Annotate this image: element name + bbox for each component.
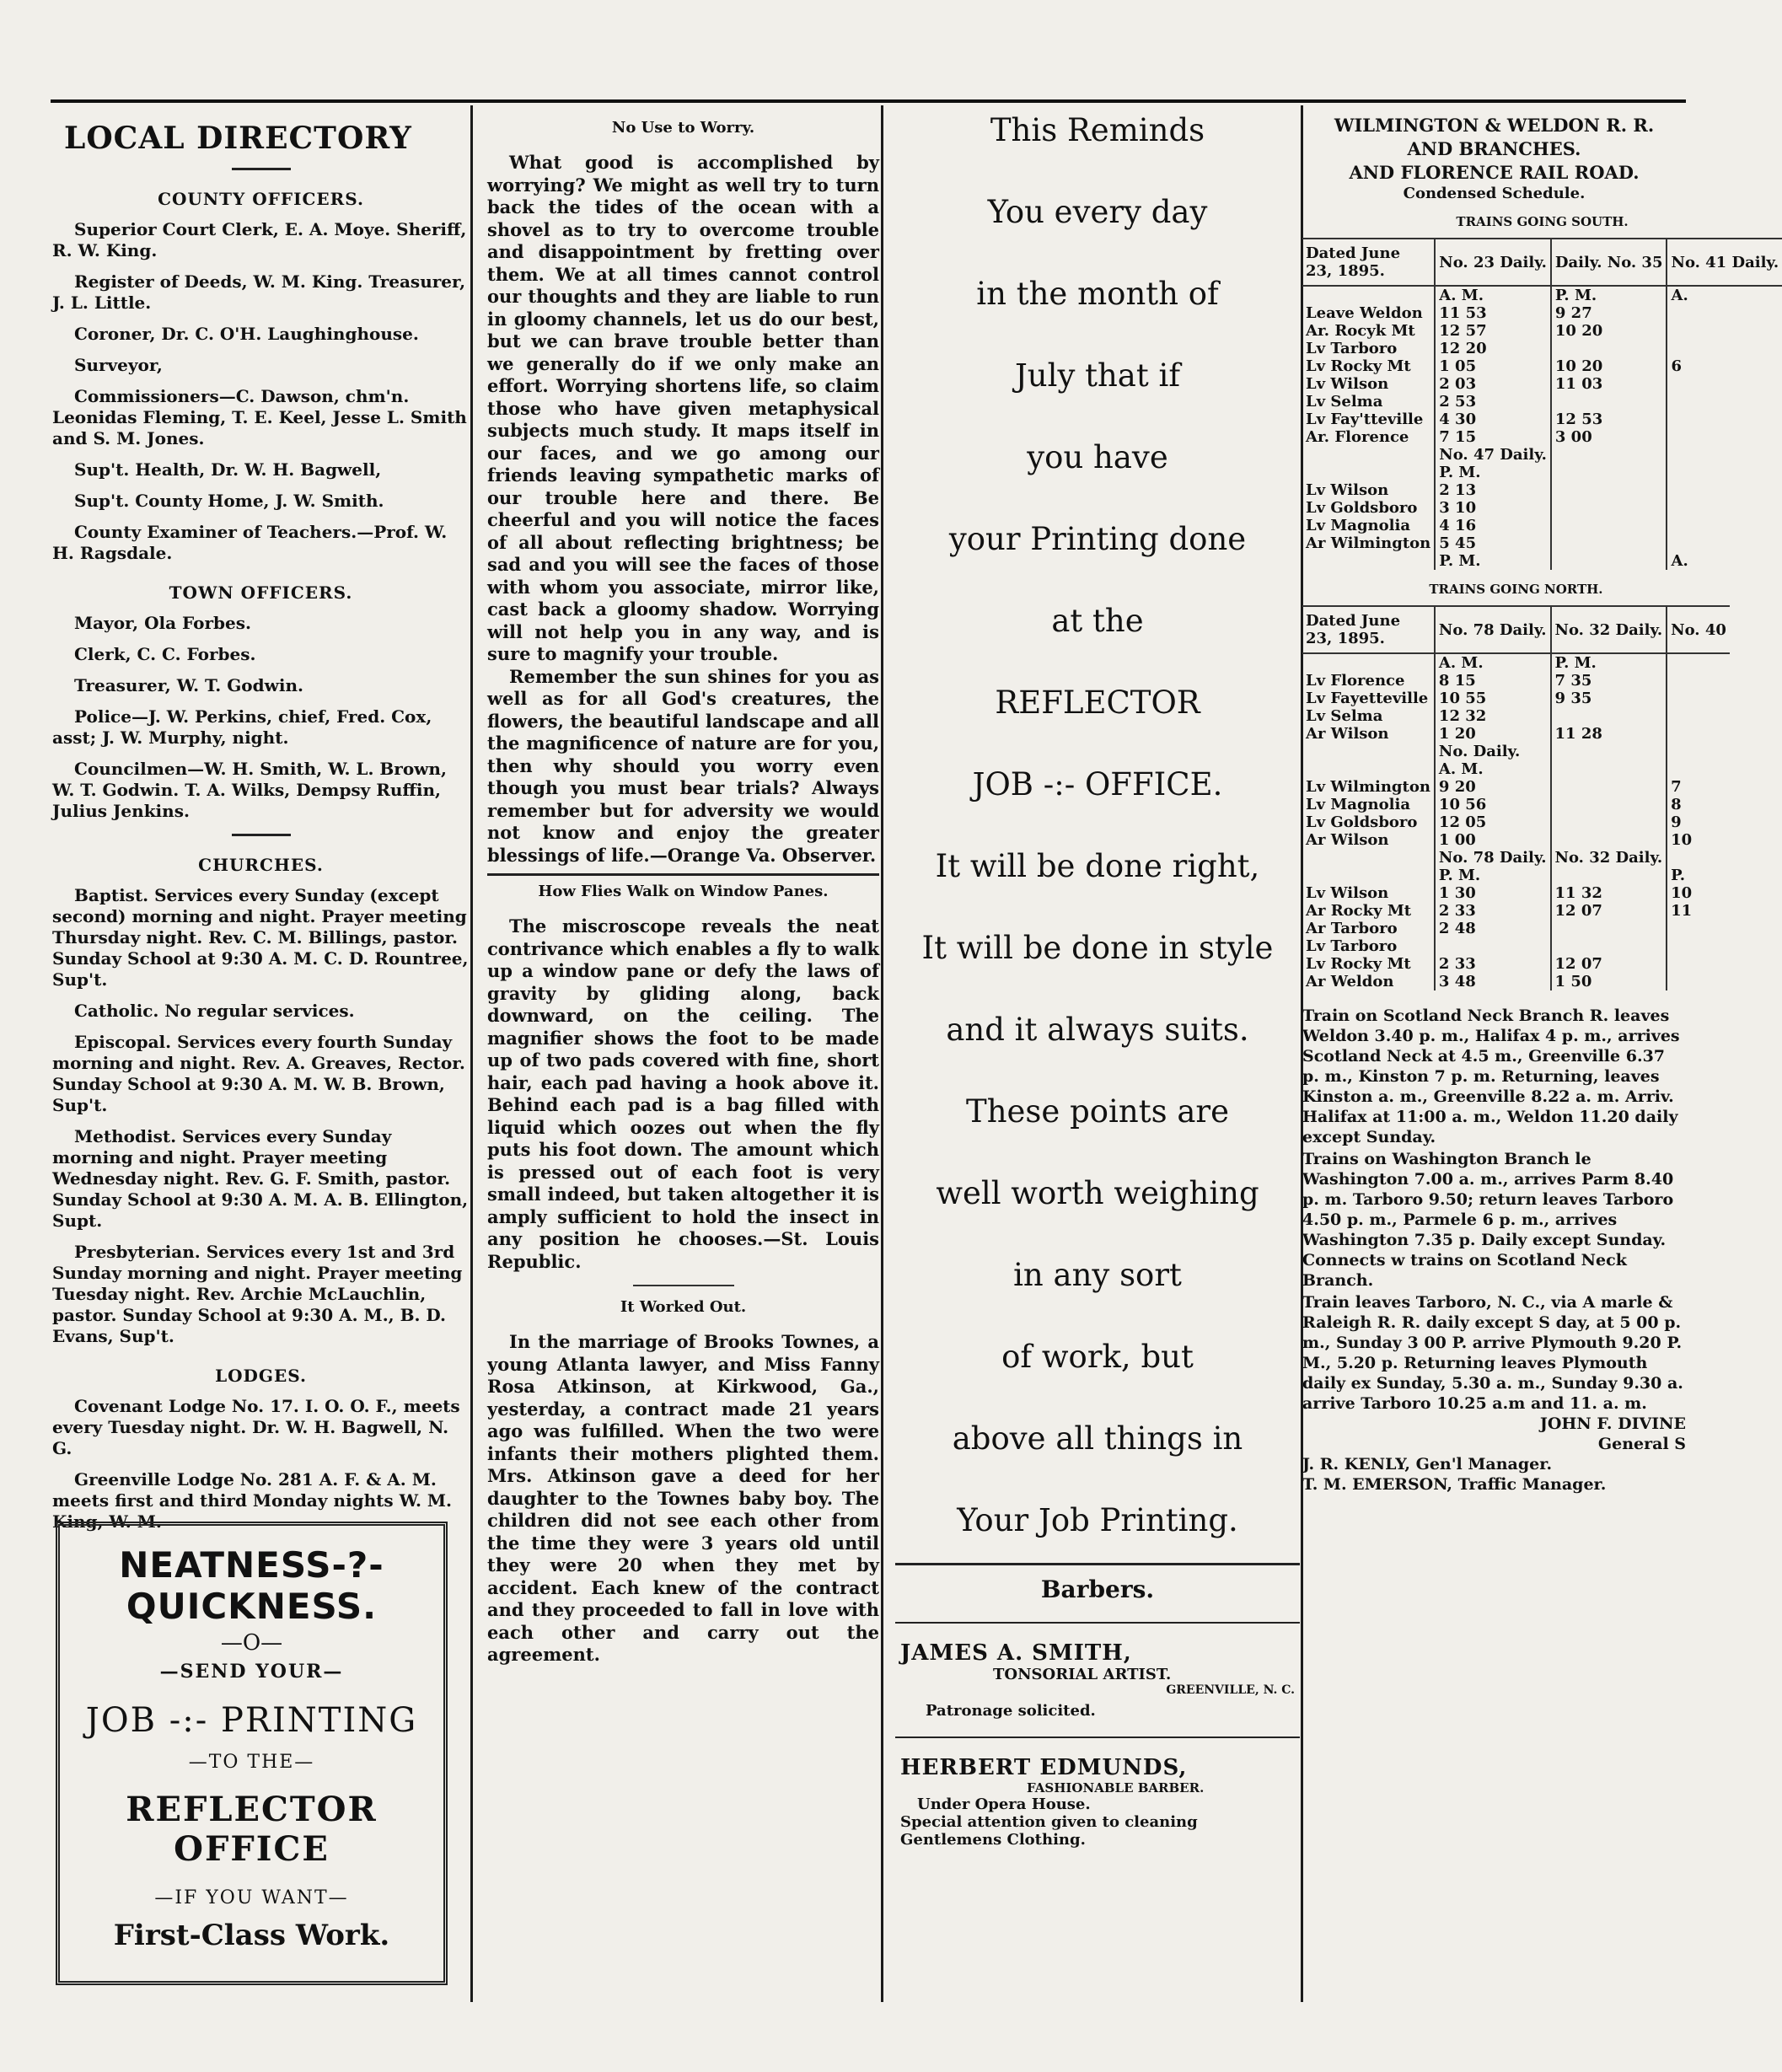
article-body-worry-2: Remember the sun shines for you as well as for all God's creatures, the flowers, the beautiful landscape and all the magnificence of nature are for you, then why should you worry even though you must bear trials? Always remember but for adversity we would not know and enjoy the greater blessings of life.—Orange Va. Observer. — [487, 665, 879, 866]
barber-edmunds-title: FASHIONABLE BARBER. — [1027, 1780, 1205, 1796]
time-cell — [1551, 552, 1667, 570]
signature-divine: JOHN F. DIVINE — [1539, 1414, 1686, 1433]
schedule-row — [1302, 920, 1730, 937]
schedule-row — [1302, 499, 1782, 517]
time-cell: 7 15 — [1435, 428, 1551, 446]
town-officers-heading: TOWN OFFICERS. — [169, 582, 353, 603]
divider — [232, 168, 291, 170]
schedule-row — [1302, 867, 1730, 884]
time-cell — [1667, 955, 1730, 973]
reminder-line: and it always suits. — [946, 1012, 1249, 1048]
time-cell — [1551, 937, 1667, 955]
time-cell — [1551, 517, 1667, 534]
time-cell: 6 — [1667, 357, 1782, 375]
time-cell — [1667, 322, 1782, 340]
station-cell: Lv Goldsboro — [1306, 499, 1418, 517]
schedule-row — [1302, 464, 1782, 481]
railroad-title-3: AND FLORENCE RAIL ROAD. — [1349, 162, 1640, 183]
time-cell: 12 32 — [1435, 707, 1551, 725]
time-cell: 1 00 — [1435, 831, 1551, 849]
time-cell — [1667, 937, 1730, 955]
col-header: No. 41 Daily. — [1667, 239, 1782, 286]
schedule-row — [1302, 849, 1730, 867]
schedule-row — [1302, 707, 1730, 725]
schedule-row — [1302, 411, 1782, 428]
church-entry: Baptist. Services every Sunday (except second) morning and night. Prayer meeting Thursday night. Rev. C. M. Billings, pastor. Sunday School at 9:30 A. M. C. D. Rountree, Sup't. — [52, 885, 469, 990]
lodge-entry: Greenville Lodge No. 281 A. F. & A. M. meets first and third Monday nights W. M. King, W. M. — [52, 1469, 452, 1532]
reminder-line: It will be done in style — [921, 930, 1274, 966]
schedule-row — [1302, 796, 1730, 813]
station-cell: Lv Rocky Mt — [1306, 955, 1411, 973]
article-title-worked: It Worked Out. — [620, 1298, 747, 1316]
station-cell: Lv Wilson — [1306, 481, 1389, 499]
schedule-row — [1302, 831, 1730, 849]
time-cell: 8 — [1667, 796, 1730, 813]
reminder-line: in any sort — [1013, 1257, 1182, 1293]
station-cell: Lv Rocky Mt — [1306, 357, 1411, 375]
barber-smith-listing — [895, 1632, 1300, 1728]
station-cell: Lv Tarboro — [1306, 340, 1398, 357]
time-cell — [1551, 499, 1667, 517]
barber-smith-name: JAMES A. SMITH, — [900, 1640, 1132, 1666]
directory-title: LOCAL DIRECTORY — [64, 121, 412, 156]
church-entry: Presbyterian. Services every 1st and 3rd Sunday morning and night. Prayer meeting Tuesday night. Rev. Archie McLauchlin, pastor. Sunday School at 9:30 A. M., B. D. Evans, Sup't. — [52, 1242, 463, 1346]
schedule-row — [1302, 973, 1730, 990]
reminder-line: It will be done right, — [935, 848, 1260, 884]
divider — [487, 873, 879, 876]
schedule-row — [1302, 286, 1782, 304]
barber-smith-town: GREENVILLE, N. C. — [1166, 1683, 1295, 1697]
time-cell — [1667, 375, 1782, 393]
time-cell — [1667, 534, 1782, 552]
north-heading: TRAINS GOING NORTH. — [1429, 582, 1603, 597]
article-title-flies: How Flies Walk on Window Panes. — [538, 883, 829, 900]
col-header: No. 32 Daily. — [1551, 606, 1667, 653]
signature-emerson: T. M. EMERSON, Traffic Manager. — [1302, 1475, 1607, 1494]
schedule-row — [1302, 813, 1730, 831]
town-officer-entry: Treasurer, W. T. Godwin. — [74, 675, 303, 695]
schedule-row — [1302, 743, 1730, 760]
station-cell: Ar. Florence — [1306, 428, 1409, 446]
lodges-heading: LODGES. — [215, 1366, 307, 1386]
time-cell — [1551, 481, 1667, 499]
time-cell: 11 53 — [1435, 304, 1551, 322]
time-cell: P. M. — [1551, 653, 1667, 672]
churches-heading: CHURCHES. — [198, 855, 324, 875]
ad-job-printing: JOB -:- PRINTING — [85, 1701, 418, 1740]
washington-branch-note: Trains on Washington Branch le Washington 7.00 a. m., arrives Parm 8.40 p. m. Tarboro 9.50; return leaves Tarboro 4.50 p. m., Parmele 6 p. m., arrives Washington 7.35 p. Daily except Sunday. Connects w trains on Scotland Neck Branch. — [1302, 1150, 1674, 1290]
railroad-title-2: AND BRANCHES. — [1407, 138, 1581, 159]
time-cell: 12 20 — [1435, 340, 1551, 357]
time-cell: 10 56 — [1435, 796, 1551, 813]
reflector-reminder-ad — [895, 114, 1300, 1538]
barber-edmunds-name: HERBERT EDMUNDS, — [900, 1755, 1188, 1780]
reminder-line: JOB -:- OFFICE. — [972, 766, 1223, 802]
time-cell: 2 33 — [1435, 955, 1551, 973]
schedule-row — [1302, 393, 1782, 411]
time-cell: 9 27 — [1551, 304, 1667, 322]
time-cell: 1 20 — [1435, 725, 1551, 743]
station-cell: Ar Wilmington — [1306, 534, 1431, 552]
signature-title: General S — [1597, 1435, 1686, 1453]
barber-edmunds-listing — [895, 1747, 1300, 1857]
scotland-neck-branch-note: Train on Scotland Neck Branch R. leaves Weldon 3.40 p. m., Halifax 4 p. m., arrives Scotland Neck at 4.5 m., Greenville 6.37 p. m., Kinston 7 p. m. Returning, leaves Kinston a. m., Greenville 8.22 a. m. Arriv. Halifax at 11:00 a. m., Weldon 11.20 daily except Sunday. — [1302, 1006, 1680, 1146]
time-cell — [1667, 428, 1782, 446]
time-cell: P. — [1667, 867, 1730, 884]
column-rule-2 — [881, 105, 883, 2002]
time-cell: 12 07 — [1551, 955, 1667, 973]
railroad-schedule-column — [1302, 114, 1779, 1495]
reminder-line: in the month of — [976, 276, 1219, 312]
time-cell: 7 35 — [1551, 672, 1667, 690]
station-cell: Lv Tarboro — [1306, 937, 1398, 955]
schedule-row — [1302, 955, 1730, 973]
time-cell — [1667, 481, 1782, 499]
schedule-south-table — [1302, 202, 1782, 570]
county-officer-entry: Superior Court Clerk, E. A. Moye. Sheriff, R. W. King. — [52, 219, 467, 260]
time-cell — [1667, 517, 1782, 534]
time-cell: P. M. — [1435, 867, 1551, 884]
barber-smith-note: Patronage solicited. — [926, 1702, 1096, 1720]
time-cell: 10 20 — [1551, 357, 1667, 375]
time-cell — [1551, 446, 1667, 464]
time-cell: 3 48 — [1435, 973, 1551, 990]
station-cell — [1302, 446, 1435, 464]
barber-edmunds-location: Under Opera House. — [917, 1796, 1091, 1813]
station-cell: Lv Wilmington — [1306, 778, 1430, 796]
county-officer-entry: Register of Deeds, W. M. King. Treasurer, J. L. Little. — [52, 271, 466, 313]
time-cell: 4 30 — [1435, 411, 1551, 428]
town-officer-entry: Councilmen—W. H. Smith, W. L. Brown, W. T. Godwin. T. A. Wilks, Dempsy Ruffin, Julius Jenkins. — [52, 759, 447, 821]
time-cell: 1 30 — [1435, 884, 1551, 902]
time-cell — [1551, 867, 1667, 884]
reminder-line: well worth weighing — [936, 1175, 1259, 1211]
town-officers-list — [52, 613, 470, 822]
time-cell — [1667, 973, 1730, 990]
col-header: Daily. No. 35 — [1551, 239, 1667, 286]
schedule-row — [1302, 552, 1782, 570]
time-cell — [1667, 725, 1730, 743]
ad-to-the: —TO THE— — [188, 1752, 315, 1773]
reflector-ad-column — [895, 114, 1300, 1857]
time-cell: A. M. — [1435, 286, 1551, 304]
station-cell: Lv Magnolia — [1306, 517, 1410, 534]
ad-send-your: —SEND YOUR— — [159, 1661, 344, 1683]
reminder-line: Your Job Printing. — [957, 1502, 1238, 1538]
town-officer-entry: Clerk, C. C. Forbes. — [74, 644, 256, 664]
time-cell: 7 — [1667, 778, 1730, 796]
time-cell: 2 48 — [1435, 920, 1551, 937]
station-cell: Lv Fayetteville — [1306, 690, 1429, 707]
time-cell — [1667, 743, 1730, 760]
time-cell: 10 — [1667, 884, 1730, 902]
time-cell: P. M. — [1551, 286, 1667, 304]
time-cell: 3 00 — [1551, 428, 1667, 446]
divider — [633, 1285, 734, 1286]
time-cell: 2 03 — [1435, 375, 1551, 393]
time-cell — [1551, 778, 1667, 796]
time-cell — [1551, 534, 1667, 552]
time-cell: A. — [1667, 552, 1782, 570]
reminder-line: This Reminds — [990, 112, 1205, 148]
time-cell: P. M. — [1435, 464, 1551, 481]
time-cell — [1667, 464, 1782, 481]
time-cell: 11 03 — [1551, 375, 1667, 393]
time-cell: No. 47 Daily. — [1435, 446, 1551, 464]
articles-column — [487, 114, 879, 1667]
reminder-line: at the — [1051, 603, 1144, 639]
schedule-row — [1302, 357, 1782, 375]
schedule-row — [1302, 517, 1782, 534]
time-cell: 1 05 — [1435, 357, 1551, 375]
time-cell — [1667, 707, 1730, 725]
time-cell — [1667, 920, 1730, 937]
time-cell: 2 33 — [1435, 902, 1551, 920]
station-cell: Lv Selma — [1306, 707, 1383, 725]
station-cell — [1302, 552, 1435, 570]
county-officer-entry: Sup't. County Home, J. W. Smith. — [74, 491, 384, 511]
article-body-flies: The miscroscope reveals the neat contrivance which enables a fly to walk up a window pane or defy the laws of gravity by gliding along, back downward, on the ceiling. The magnifier shows the foot to be made up of two pads covered with fine, short hair, each pad having a hook above it. Behind each pad is a bag filled with liquid which oozes out when the fly puts his foot down. The amount which is pressed out of each foot is very small indeed, but taken altogether it is amply sufficient to hold the insect in any position he chooses.—St. Louis Republic. — [487, 915, 879, 1272]
col-header: No. 78 Daily. — [1435, 606, 1551, 653]
station-cell: Lv Goldsboro — [1306, 813, 1418, 831]
divider — [895, 1622, 1300, 1624]
station-cell — [1302, 653, 1435, 672]
schedule-row — [1302, 304, 1782, 322]
schedule-row — [1302, 340, 1782, 357]
ad-ornament: —O— — [220, 1630, 283, 1656]
barbers-heading: Barbers. — [1040, 1575, 1155, 1603]
ad-headline: NEATNESS-?-QUICKNESS. — [119, 1544, 384, 1627]
time-cell — [1551, 831, 1667, 849]
time-cell: 12 57 — [1435, 322, 1551, 340]
col-header: No. 23 Daily. — [1435, 239, 1551, 286]
column-rule-1 — [470, 105, 473, 2002]
time-cell: 2 53 — [1435, 393, 1551, 411]
reminder-line: July that if — [1014, 357, 1181, 394]
time-cell — [1667, 411, 1782, 428]
time-cell: 8 15 — [1435, 672, 1551, 690]
station-cell: Ar Tarboro — [1306, 920, 1398, 937]
local-directory-column — [52, 114, 470, 1952]
schedule-row — [1302, 902, 1730, 920]
time-cell: A. M. — [1435, 653, 1551, 672]
station-cell: Lv Wilson — [1306, 884, 1389, 902]
job-printing-ad — [56, 1522, 448, 1985]
col-header: No. 40 — [1667, 606, 1730, 653]
station-cell: Leave Weldon — [1306, 304, 1423, 322]
schedule-row — [1302, 322, 1782, 340]
time-cell — [1667, 499, 1782, 517]
time-cell — [1551, 464, 1667, 481]
schedule-row — [1302, 375, 1782, 393]
church-entry: Catholic. No regular services. — [74, 1001, 355, 1021]
time-cell — [1667, 340, 1782, 357]
reminder-line: you have — [1027, 439, 1168, 475]
time-cell: 11 — [1667, 902, 1730, 920]
time-cell: 9 20 — [1435, 778, 1551, 796]
time-cell: No. Daily. — [1435, 743, 1551, 760]
divider — [895, 1563, 1300, 1565]
time-cell — [1551, 393, 1667, 411]
time-cell: A. — [1667, 286, 1782, 304]
signature-kenly: J. R. KENLY, Gen'l Manager. — [1302, 1455, 1553, 1473]
time-cell — [1667, 393, 1782, 411]
station-cell: Ar Wilson — [1306, 831, 1389, 849]
station-cell — [1302, 867, 1435, 884]
station-cell — [1302, 464, 1435, 481]
county-officers-heading: COUNTY OFFICERS. — [158, 189, 364, 209]
station-cell: Lv Wilson — [1306, 375, 1389, 393]
schedule-row — [1302, 725, 1730, 743]
schedule-row — [1302, 672, 1730, 690]
time-cell: 1 50 — [1551, 973, 1667, 990]
time-cell: 12 05 — [1435, 813, 1551, 831]
dated-label: Dated June 23, 1895. — [1302, 239, 1435, 286]
dated-label: Dated June 23, 1895. — [1302, 606, 1435, 653]
schedule-row — [1302, 690, 1730, 707]
time-cell — [1551, 340, 1667, 357]
time-cell — [1667, 760, 1730, 778]
time-cell: No. 32 Daily. — [1551, 849, 1667, 867]
time-cell — [1551, 813, 1667, 831]
article-body-worked: In the marriage of Brooks Townes, a young Atlanta lawyer, and Miss Fanny Rosa Atkinson, at Kirkwood, Ga., yesterday, a contract made 21 years ago was fulfilled. When the two were infants their mothers plighted them. Mrs. Atkinson gave a deed for her daughter to the Townes baby boy. The children did not see each other from the time they were 3 years old until they were 20 when they met by accident. Each knew of the contract and they proceeded to fall in love with each other and carry out the agreement. — [487, 1331, 879, 1665]
time-cell: 3 10 — [1435, 499, 1551, 517]
church-entry: Episcopal. Services every fourth Sunday morning and night. Rev. A. Greaves, Rector. Sunday School at 9:30 A. M. W. B. Brown, Sup't. — [52, 1032, 465, 1115]
ad-first-class-work: First-Class Work. — [113, 1919, 390, 1952]
church-entry: Methodist. Services every Sunday morning and night. Prayer meeting Wednesday night. Rev. G. F. Smith, pastor. Sunday School at 9:30 A. M. A. B. Ellington, Supt. — [52, 1126, 469, 1231]
town-officer-entry: Mayor, Ola Forbes. — [74, 613, 251, 633]
time-cell — [1551, 920, 1667, 937]
schedule-row — [1302, 428, 1782, 446]
station-cell: Lv Florence — [1306, 672, 1405, 690]
station-cell — [1302, 760, 1435, 778]
article-title-worry: No Use to Worry. — [611, 119, 755, 137]
ad-reflector-office: REFLECTOR OFFICE — [126, 1790, 378, 1869]
time-cell: 4 16 — [1435, 517, 1551, 534]
railroad-subtitle: Condensed Schedule. — [1403, 185, 1586, 202]
station-cell: Lv Fay'tteville — [1306, 411, 1424, 428]
divider — [232, 834, 291, 836]
south-heading: TRAINS GOING SOUTH. — [1456, 214, 1629, 229]
barber-smith-title: TONSORIAL ARTIST. — [993, 1666, 1172, 1683]
time-cell — [1551, 707, 1667, 725]
time-cell — [1551, 743, 1667, 760]
lodge-entry: Covenant Lodge No. 17. I. O. O. F., meets every Tuesday night. Dr. W. H. Bagwell, N. G. — [52, 1396, 460, 1458]
time-cell: 9 35 — [1551, 690, 1667, 707]
county-officer-entry: Coroner, Dr. C. O'H. Laughinghouse. — [74, 324, 419, 344]
barber-edmunds-note: Special attention given to cleaning Gentlemens Clothing. — [900, 1813, 1198, 1849]
ad-if-you-want: —IF YOU WANT— — [154, 1887, 349, 1908]
station-cell — [1302, 286, 1435, 304]
time-cell: 2 13 — [1435, 481, 1551, 499]
time-cell: No. 78 Daily. — [1435, 849, 1551, 867]
time-cell: 11 32 — [1551, 884, 1667, 902]
time-cell — [1551, 796, 1667, 813]
schedule-row — [1302, 760, 1730, 778]
churches-list — [52, 885, 470, 1347]
time-cell — [1667, 446, 1782, 464]
reminder-line: of work, but — [1001, 1339, 1194, 1375]
schedule-row — [1302, 446, 1782, 464]
reminder-line: REFLECTOR — [995, 684, 1200, 721]
reminder-line: You every day — [987, 194, 1208, 230]
time-cell: A. M. — [1435, 760, 1551, 778]
lodges-list — [52, 1396, 470, 1533]
time-cell: 10 55 — [1435, 690, 1551, 707]
time-cell — [1667, 672, 1730, 690]
divider — [895, 1737, 1300, 1738]
time-cell: 12 07 — [1551, 902, 1667, 920]
schedule-row — [1302, 778, 1730, 796]
railroad-title: WILMINGTON & WELDON R. R. — [1334, 115, 1655, 136]
time-cell: 10 20 — [1551, 322, 1667, 340]
town-officer-entry: Police—J. W. Perkins, chief, Fred. Cox, asst; J. W. Murphy, night. — [52, 706, 432, 748]
schedule-row — [1302, 653, 1730, 672]
station-cell — [1302, 849, 1435, 867]
station-cell: Lv Magnolia — [1306, 796, 1410, 813]
top-rule — [51, 99, 1686, 103]
time-cell: P. M. — [1435, 552, 1551, 570]
county-officer-entry: Commissioners—C. Dawson, chm'n. Leonidas Fleming, T. E. Keel, Jesse L. Smith and S. M. Jones. — [52, 386, 467, 448]
station-cell — [1302, 743, 1435, 760]
station-cell: Ar Rocky Mt — [1306, 902, 1412, 920]
county-officer-entry: Sup't. Health, Dr. W. H. Bagwell, — [74, 459, 382, 480]
time-cell: 9 — [1667, 813, 1730, 831]
time-cell: 10 — [1667, 831, 1730, 849]
schedule-row — [1302, 884, 1730, 902]
time-cell — [1667, 690, 1730, 707]
schedule-row — [1302, 481, 1782, 499]
schedule-north-table — [1302, 570, 1730, 990]
time-cell: 11 28 — [1551, 725, 1667, 743]
time-cell — [1667, 849, 1730, 867]
station-cell: Lv Selma — [1306, 393, 1383, 411]
time-cell — [1667, 304, 1782, 322]
county-officer-entry: Surveyor, — [74, 355, 163, 375]
reminder-line: above all things in — [952, 1420, 1243, 1457]
schedule-row — [1302, 937, 1730, 955]
time-cell: 12 53 — [1551, 411, 1667, 428]
time-cell — [1435, 937, 1551, 955]
county-officer-entry: County Examiner of Teachers.—Prof. W. H. Ragsdale. — [52, 522, 448, 563]
schedule-row — [1302, 534, 1782, 552]
station-cell: Ar Weldon — [1306, 973, 1394, 990]
plymouth-branch-note: Train leaves Tarboro, N. C., via A marle & Raleigh R. R. daily except S day, at 5 00 p. m., Sunday 3 00 P. arrive Plymouth 9.20 P. M., 5.20 p. Returning leaves Plymouth daily ex Sunday, 5.30 a. m., Sunday 9.30 a. arrive Tarboro 10.25 a.m and 11. a. m. — [1302, 1293, 1683, 1413]
time-cell — [1667, 653, 1730, 672]
station-cell: Ar. Rocyk Mt — [1306, 322, 1415, 340]
time-cell — [1551, 760, 1667, 778]
station-cell: Ar Wilson — [1306, 725, 1389, 743]
time-cell: 5 45 — [1435, 534, 1551, 552]
reminder-line: These points are — [966, 1093, 1229, 1130]
article-body-worry: What good is accomplished by worrying? We might as well try to turn back the tides of the ocean with a shovel as to try to overcome trouble and disappointment by fretting over them. We at all times cannot control our thoughts and they are liable to run in gloomy channels, let us do our best, but we can brave trouble better than we generally do if we only make an effort. Worrying shortens life, so claim those who have given metaphysical subjects much study. It maps itself in our faces, and we go among our friends leaving sympathetic marks of our trouble here and there. Be cheerful and you will notice the faces of all about reflecting brightness; be sad and you will see the faces of those with whom you associate, mirror like, cast back a gloomy shadow. Worrying will not help you in any way, and is sure to magnify your trouble. — [487, 152, 879, 664]
county-officers-list — [52, 219, 470, 564]
reminder-line: your Printing done — [948, 521, 1247, 557]
